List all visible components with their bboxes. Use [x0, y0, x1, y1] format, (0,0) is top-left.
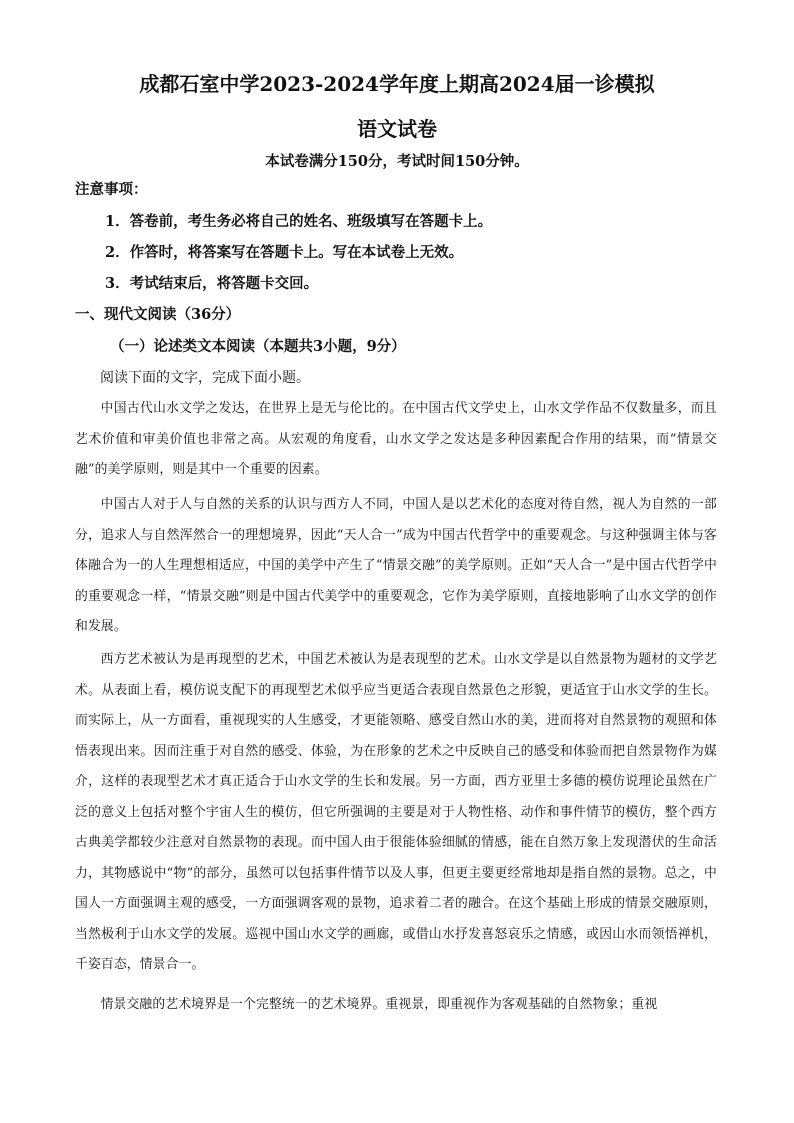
passage-paragraph: 中国古代山水文学之发达，在世界上是无与伦比的。在中国古代文学史上，山水文学作品不仅数量多，而且艺术价值和审美价值也非常之高。从宏观的角度看，山水文学之发达是多种因素配合作用的结果，而“情景交融”的美学原则，则是其中一个重要的因素。	[75, 401, 717, 477]
exam-subtitle: 语文试卷	[357, 117, 437, 141]
subsection-heading: （一）论述类文本阅读（本题共3小题，9分）	[110, 338, 406, 355]
passage-paragraph: 中国古人对于人与自然的关系的认识与西方人不同，中国人是以艺术化的态度对待自然，视人为自然的一部分，追求人与自然浑然合一的理想境界，因此“天人合一”成为中国古代哲学中的重要观念。与这种强调主体与客体融合为一的人生理想相适应，中国的美学中产生了“情景交融”的美学原则。正如“天人合一”是中国古代哲学中的重要观念一样，“情景交融”则是中国古代美学中的重要观念，它作为美学原则，直接地影响了山水文学的创作和发展。	[75, 497, 717, 634]
passage-paragraph: 西方艺术被认为是再现型的艺术，中国艺术被认为是表现型的艺术。山水文学是以自然景物为题材的文学艺术。从表面上看，模仿说支配下的再现型艺术似乎应当更适合表现自然景色之形貌，更适宜于山水文学的生长。而实际上，从一方面看，重视现实的人生感受，才更能领略、感受自然山水的美，进而将对自然景物的观照和体悟表现出来。因而注重于对自然的感受、体验，为在形象的艺术之中反映自己的感受和体验而把自然景物作为媒介，这样的表现型艺术才真正适合于山水文学的生长和发展。另一方面，西方亚里士多德的模仿说理论虽然在广泛的意义上包括对整个宇宙人生的模仿，但它所强调的主要是对于人物性格、动作和事件情节的模仿，整个西方古典美学都较少注意对自然景物的表现。而中国人由于很能体验细腻的情感，能在自然万象上发现潜伏的生命活力，其物感说中“物”的部分，虽然可以包括事件情节以及人事，但更主要更经常地却是指自然的景物。总之，中国人一方面强调主观的感受，一方面强调客观的景物，追求着二者的融合。在这个基础上形成的情景交融原则，当然极利于山水文学的发展。巡视中国山水文学的画廊，或借山水抒发喜怒哀乐之情感，或因山水而领悟禅机，千姿百态，情景合一。	[75, 652, 717, 972]
reading-instruction: 阅读下面的文字，完成下面小题。	[100, 370, 310, 386]
section-heading: 一、现代文阅读（36分）	[75, 306, 241, 323]
exam-title: 成都石室中学2023-2024学年度上期高2024届一诊模拟	[139, 72, 655, 96]
notice-item: 2．作答时，将答案写在答题卡上。写在本试卷上无效。	[105, 244, 464, 261]
passage-paragraph: 情景交融的艺术境界是一个完整统一的艺术境界。重视景，即重视作为客观基础的自然物象；重视	[100, 997, 658, 1012]
notice-item: 1．答卷前，考生务必将自己的姓名、班级填写在答题卡上。	[105, 213, 493, 230]
notice-heading: 注意事项：	[75, 181, 148, 198]
notice-item: 3．考试结束后，将答题卡交回。	[105, 275, 319, 292]
exam-info: 本试卷满分150分，考试时间150分钟。	[265, 153, 529, 170]
